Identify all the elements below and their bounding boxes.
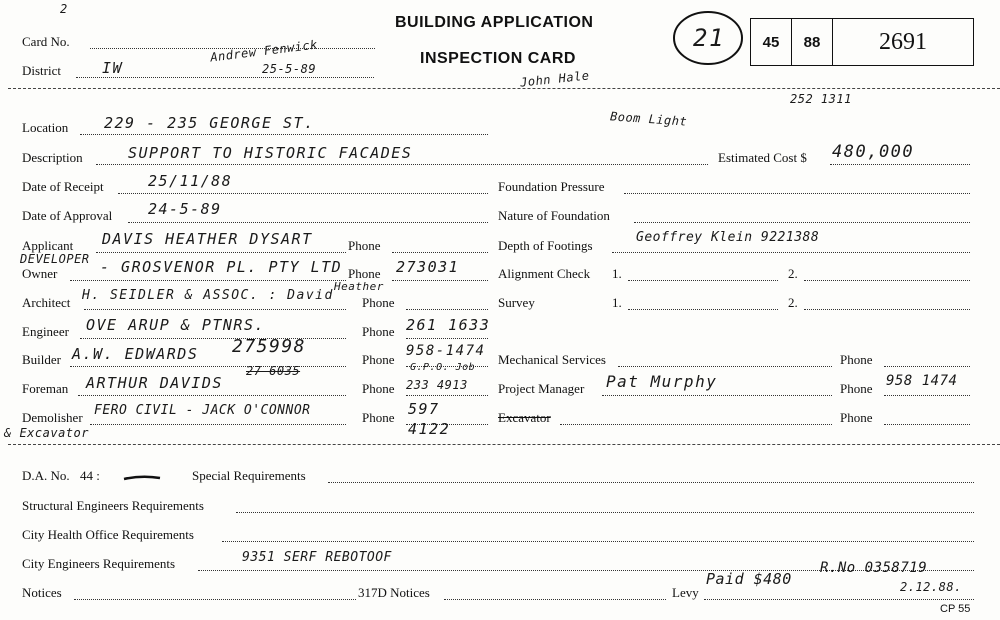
city-eng-req-value: 9351 SERF REBOTOOF bbox=[242, 550, 392, 565]
builder-phone-label: Phone bbox=[362, 352, 395, 367]
excavator-phone-label: Phone bbox=[840, 410, 873, 425]
annotation-name-middle: John Hale bbox=[519, 68, 591, 90]
header-number-box bbox=[750, 18, 974, 66]
city-eng-req-label: City Engineers Requirements bbox=[22, 556, 176, 571]
receipt-date: 2.12.88. bbox=[900, 580, 962, 594]
card-no-label: Card No. bbox=[22, 34, 70, 49]
location-label: Location bbox=[22, 120, 69, 135]
excavator-line bbox=[560, 424, 832, 425]
annotation-name-top: Andrew Fenwick bbox=[209, 37, 319, 65]
demolisher-suffix: & Excavator bbox=[4, 426, 89, 440]
title-line2: INSPECTION CARD bbox=[420, 50, 576, 67]
owner-prefix: DEVELOPER bbox=[20, 252, 90, 266]
engineer-phone-value: 261 1633 bbox=[406, 316, 491, 334]
builder-value: A.W. EDWARDS bbox=[72, 345, 199, 363]
notices-line bbox=[74, 599, 356, 600]
owner-line bbox=[70, 280, 346, 281]
district-label: District bbox=[22, 63, 61, 78]
structural-req-line bbox=[236, 512, 974, 513]
engineer-phone-label: Phone bbox=[362, 324, 395, 339]
owner-value: - GROSVENOR PL. PTY LTD bbox=[100, 258, 343, 276]
survey-line1 bbox=[628, 309, 778, 310]
levy-label: Levy bbox=[672, 585, 699, 600]
notices-317d-label: 317D Notices bbox=[358, 585, 430, 600]
foreman-phone-note: G.P.O. Job bbox=[410, 362, 476, 373]
demolisher-phone-value2: 4122 bbox=[408, 420, 451, 438]
district-line bbox=[76, 77, 374, 78]
owner-phone-line bbox=[392, 280, 488, 281]
footings-depth-value: Geoffrey Klein 9221388 bbox=[636, 230, 820, 245]
architect-phone-label: Phone bbox=[362, 295, 395, 310]
estimated-cost-value: 480,000 bbox=[832, 142, 915, 162]
owner-phone-value: 273031 bbox=[396, 258, 460, 276]
annotation-name-right: Boom Light bbox=[609, 109, 688, 129]
box-cell-3: 2691 bbox=[879, 28, 927, 55]
project-manager-label: Project Manager bbox=[498, 381, 585, 396]
applicant-label: Applicant bbox=[22, 238, 74, 253]
survey-line2 bbox=[804, 309, 970, 310]
applicant-phone-line bbox=[392, 252, 488, 253]
project-manager-phone-label: Phone bbox=[840, 381, 873, 396]
demolisher-line bbox=[90, 424, 346, 425]
architect-phone-line bbox=[406, 309, 488, 310]
description-value: SUPPORT TO HISTORIC FACADES bbox=[128, 144, 413, 162]
alignment-check-line2 bbox=[804, 280, 970, 281]
divider-middle bbox=[8, 444, 1000, 445]
builder-line bbox=[70, 366, 346, 367]
owner-phone-label: Phone bbox=[348, 266, 381, 281]
demolisher-phone-label: Phone bbox=[362, 410, 395, 425]
box-cell-2: 88 bbox=[803, 33, 821, 51]
health-req-line bbox=[222, 541, 974, 542]
circled-number: 21 bbox=[693, 24, 725, 52]
divider-top bbox=[8, 88, 1000, 89]
receipt-date-line bbox=[118, 193, 488, 194]
survey-n2: 2. bbox=[788, 295, 798, 310]
project-manager-value: Pat Murphy bbox=[606, 372, 718, 391]
foundation-pressure-label: Foundation Pressure bbox=[498, 179, 605, 194]
architect-line bbox=[84, 309, 346, 310]
architect-extra: Heather bbox=[334, 280, 384, 293]
district-value: IW bbox=[102, 59, 124, 77]
mech-services-line bbox=[618, 366, 832, 367]
alignment-check-line1 bbox=[628, 280, 778, 281]
location-value: 229 - 235 GEORGE ST. bbox=[104, 114, 315, 132]
survey-label: Survey bbox=[498, 295, 535, 310]
builder-phone-value: 958-1474 bbox=[406, 343, 486, 359]
foundation-nature-line bbox=[634, 222, 970, 223]
approval-date-line bbox=[128, 222, 488, 223]
notices-317d-line bbox=[444, 599, 666, 600]
levy-line bbox=[704, 599, 974, 600]
foreman-extra: 27-6035 bbox=[246, 364, 301, 378]
annotation-date-top: 25-5-89 bbox=[262, 62, 317, 76]
engineer-label: Engineer bbox=[22, 324, 69, 339]
demolisher-label: Demolisher bbox=[22, 410, 83, 425]
applicant-value: DAVIS HEATHER DYSART bbox=[102, 230, 313, 248]
approval-date-label: Date of Approval bbox=[22, 208, 113, 223]
levy-value: Paid $480 bbox=[706, 570, 792, 588]
applicant-phone-label: Phone bbox=[348, 238, 381, 253]
foreman-value: ARTHUR DAVIDS bbox=[86, 374, 223, 392]
health-req-label: City Health Office Requirements bbox=[22, 527, 194, 542]
project-manager-line bbox=[602, 395, 832, 396]
description-line bbox=[96, 164, 708, 165]
estimated-cost-label: Estimated Cost $ bbox=[718, 150, 807, 165]
receipt-date-value: 25/11/88 bbox=[148, 172, 233, 190]
alignment-check-label: Alignment Check bbox=[498, 266, 591, 281]
da-no-dash bbox=[122, 474, 162, 482]
mech-services-label: Mechanical Services bbox=[498, 352, 606, 367]
foreman-line bbox=[78, 395, 346, 396]
alignment-check-n2: 2. bbox=[788, 266, 798, 281]
annotation-phone-right: 252 1311 bbox=[790, 92, 852, 106]
applicant-line bbox=[96, 252, 346, 253]
architect-value: H. SEIDLER & ASSOC. : David bbox=[82, 288, 334, 303]
engineer-phone-line bbox=[406, 338, 488, 339]
title-line1: BUILDING APPLICATION bbox=[395, 14, 594, 31]
demolisher-phone-value: 597 bbox=[408, 400, 440, 418]
architect-label: Architect bbox=[22, 295, 71, 310]
foundation-pressure-line bbox=[624, 193, 970, 194]
mech-services-phone-label: Phone bbox=[840, 352, 873, 367]
mech-services-phone-line bbox=[884, 366, 970, 367]
box-cell-1: 45 bbox=[762, 33, 780, 51]
special-req-label: Special Requirements bbox=[192, 468, 306, 483]
footings-depth-line bbox=[612, 252, 970, 253]
da-no-value: 44 : bbox=[80, 468, 100, 483]
estimated-cost-line bbox=[830, 164, 970, 165]
owner-label: Owner bbox=[22, 266, 58, 281]
description-label: Description bbox=[22, 150, 83, 165]
foreman-label: Foreman bbox=[22, 381, 69, 396]
builder-extra: 275998 bbox=[232, 336, 307, 357]
receipt-date-label: Date of Receipt bbox=[22, 179, 104, 194]
demolisher-value: FERO CIVIL - JACK O'CONNOR bbox=[94, 403, 311, 418]
excavator-label: Excavator bbox=[498, 410, 551, 425]
footings-depth-label: Depth of Footings bbox=[498, 238, 593, 253]
builder-label: Builder bbox=[22, 352, 61, 367]
foundation-nature-label: Nature of Foundation bbox=[498, 208, 610, 223]
corner-mark: 2 bbox=[60, 2, 68, 16]
foreman-phone-line bbox=[406, 395, 488, 396]
notices-label: Notices bbox=[22, 585, 62, 600]
special-req-line bbox=[328, 482, 974, 483]
engineer-line bbox=[80, 338, 346, 339]
survey-n1: 1. bbox=[612, 295, 622, 310]
project-manager-phone-value: 958 1474 bbox=[886, 373, 958, 389]
approval-date-value: 24-5-89 bbox=[148, 200, 222, 218]
alignment-check-n1: 1. bbox=[612, 266, 622, 281]
da-no-label: D.A. No. bbox=[22, 468, 70, 483]
footer-code: CP 55 bbox=[940, 603, 971, 615]
structural-req-label: Structural Engineers Requirements bbox=[22, 498, 204, 513]
foreman-phone-label: Phone bbox=[362, 381, 395, 396]
location-line bbox=[80, 134, 488, 135]
engineer-value: OVE ARUP & PTNRS. bbox=[86, 316, 266, 334]
receipt-number: R.No 0358719 bbox=[820, 560, 928, 576]
foreman-phone-value: 233 4913 bbox=[406, 378, 468, 392]
project-manager-phone-line bbox=[884, 395, 970, 396]
excavator-phone-line bbox=[884, 424, 970, 425]
